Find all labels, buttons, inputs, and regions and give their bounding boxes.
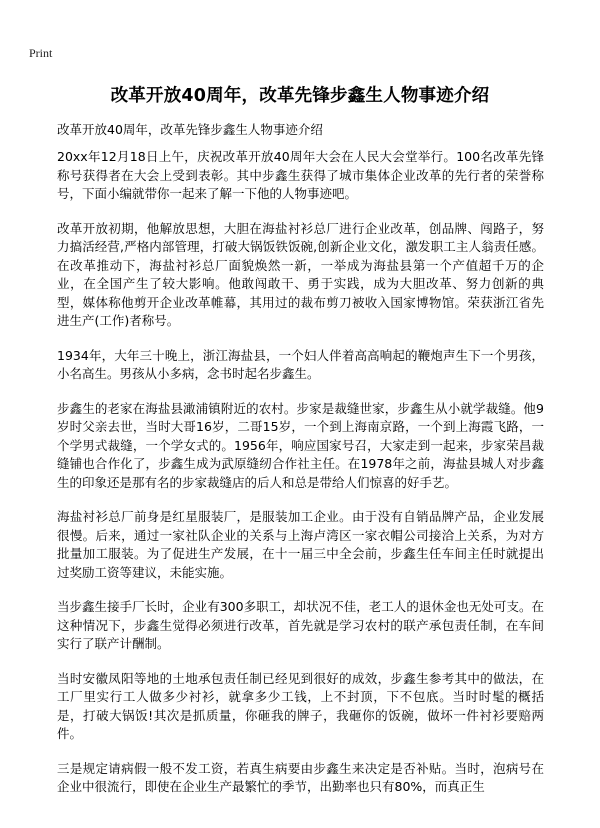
paragraph: 当步鑫生接手厂长时，企业有300多职工，却状况不佳，老工人的退休金也无处可支。在这种情况下，步鑫生觉得必须进行改革，首先就是学习农村的联产承包责任制，在车间实行了联产计酬制。 bbox=[57, 599, 544, 651]
paragraph: 20xx年12月18日上午，庆祝改革开放40周年大会在人民大会堂举行。100名改革先锋称号获得者在大会上受到表彰。其中步鑫生获得了城市集体企业改革的先行者的荣誉称号，下面小编就带你一起来了解一下他的人物事迹吧。 bbox=[57, 149, 544, 201]
print-label[interactable]: Print bbox=[29, 46, 53, 60]
paragraph: 1934年，大年三十晚上，浙江海盐县，一个妇人伴着高高响起的鞭炮声生下一个男孩，小名高生。男孩从小多病，念书时起名步鑫生。 bbox=[57, 347, 544, 381]
paragraph: 改革开放初期，他解放思想，大胆在海盐衬衫总厂进行企业改革，创品牌、闯路子，努力搞活经营,严格内部管理，打破大锅饭铁饭碗,创新企业文化，激发职工主人翁责任感。在改革推动下，海盐衬衫总厂面貌焕然一新，一举成为海盐县第一个产值超千万的企业，在全国产生了较大影响。他敢闯敢干、勇于实践，成为大胆改革、努力创新的典型，媒体称他剪开企业改革帷幕，其用过的裁布剪刀被收入国家博物馆。荣获浙江省先进生产(工作)者称号。 bbox=[57, 220, 544, 328]
paragraph: 三是规定请病假一般不发工资，若真生病要由步鑫生来决定是否补贴。当时，泡病号在企业中很流行，即使在企业生产最繁忙的季节，出勤率也只有80%，而真正生 bbox=[57, 760, 544, 794]
document-body bbox=[57, 148, 544, 813]
paragraph: 当时安徽凤阳等地的土地承包责任制已经见到很好的成效，步鑫生参考其中的做法，在工厂里实行工人做多少衬衫，就拿多少工钱，上不封顶，下不包底。当时时髦的概括是，打破大锅饭!其次是抓质量，你砸我的牌子，我砸你的饭碗，做坏一件衬衫要赔两件。 bbox=[57, 670, 544, 741]
paragraph: 海盐衬衫总厂前身是红星服装厂，是服装加工企业。由于没有自销品牌产品，企业发展很慢。后来，通过一家社队企业的关系与上海卢湾区一家衣帽公司接洽上关系，为对方批量加工服装。为了促进生产发展，在十一届三中全会前，步鑫生任车间主任时就提出过奖励工资等建议，未能实施。 bbox=[57, 509, 544, 580]
paragraph: 步鑫生的老家在海盐县澉浦镇附近的农村。步家是裁缝世家，步鑫生从小就学裁缝。他9岁时父亲去世，当时大哥16岁，二哥15岁，一个到上海南京路，一个到上海霞飞路，一个学男式裁缝，一个学女式的。1956年，响应国家号召，大家走到一起来，步家荣昌裁缝铺也合作化了，步鑫生成为武原缝纫合作社主任。在1978年之前，海盐县城人对步鑫生的印象还是那有名的步家裁缝店的后人和总是带给人们惊喜的好手艺。 bbox=[57, 400, 544, 490]
document-subtitle: 改革开放40周年，改革先锋步鑫生人物事迹介绍 bbox=[57, 122, 323, 137]
document-title: 改革开放40周年，改革先锋步鑫生人物事迹介绍 bbox=[110, 86, 490, 106]
